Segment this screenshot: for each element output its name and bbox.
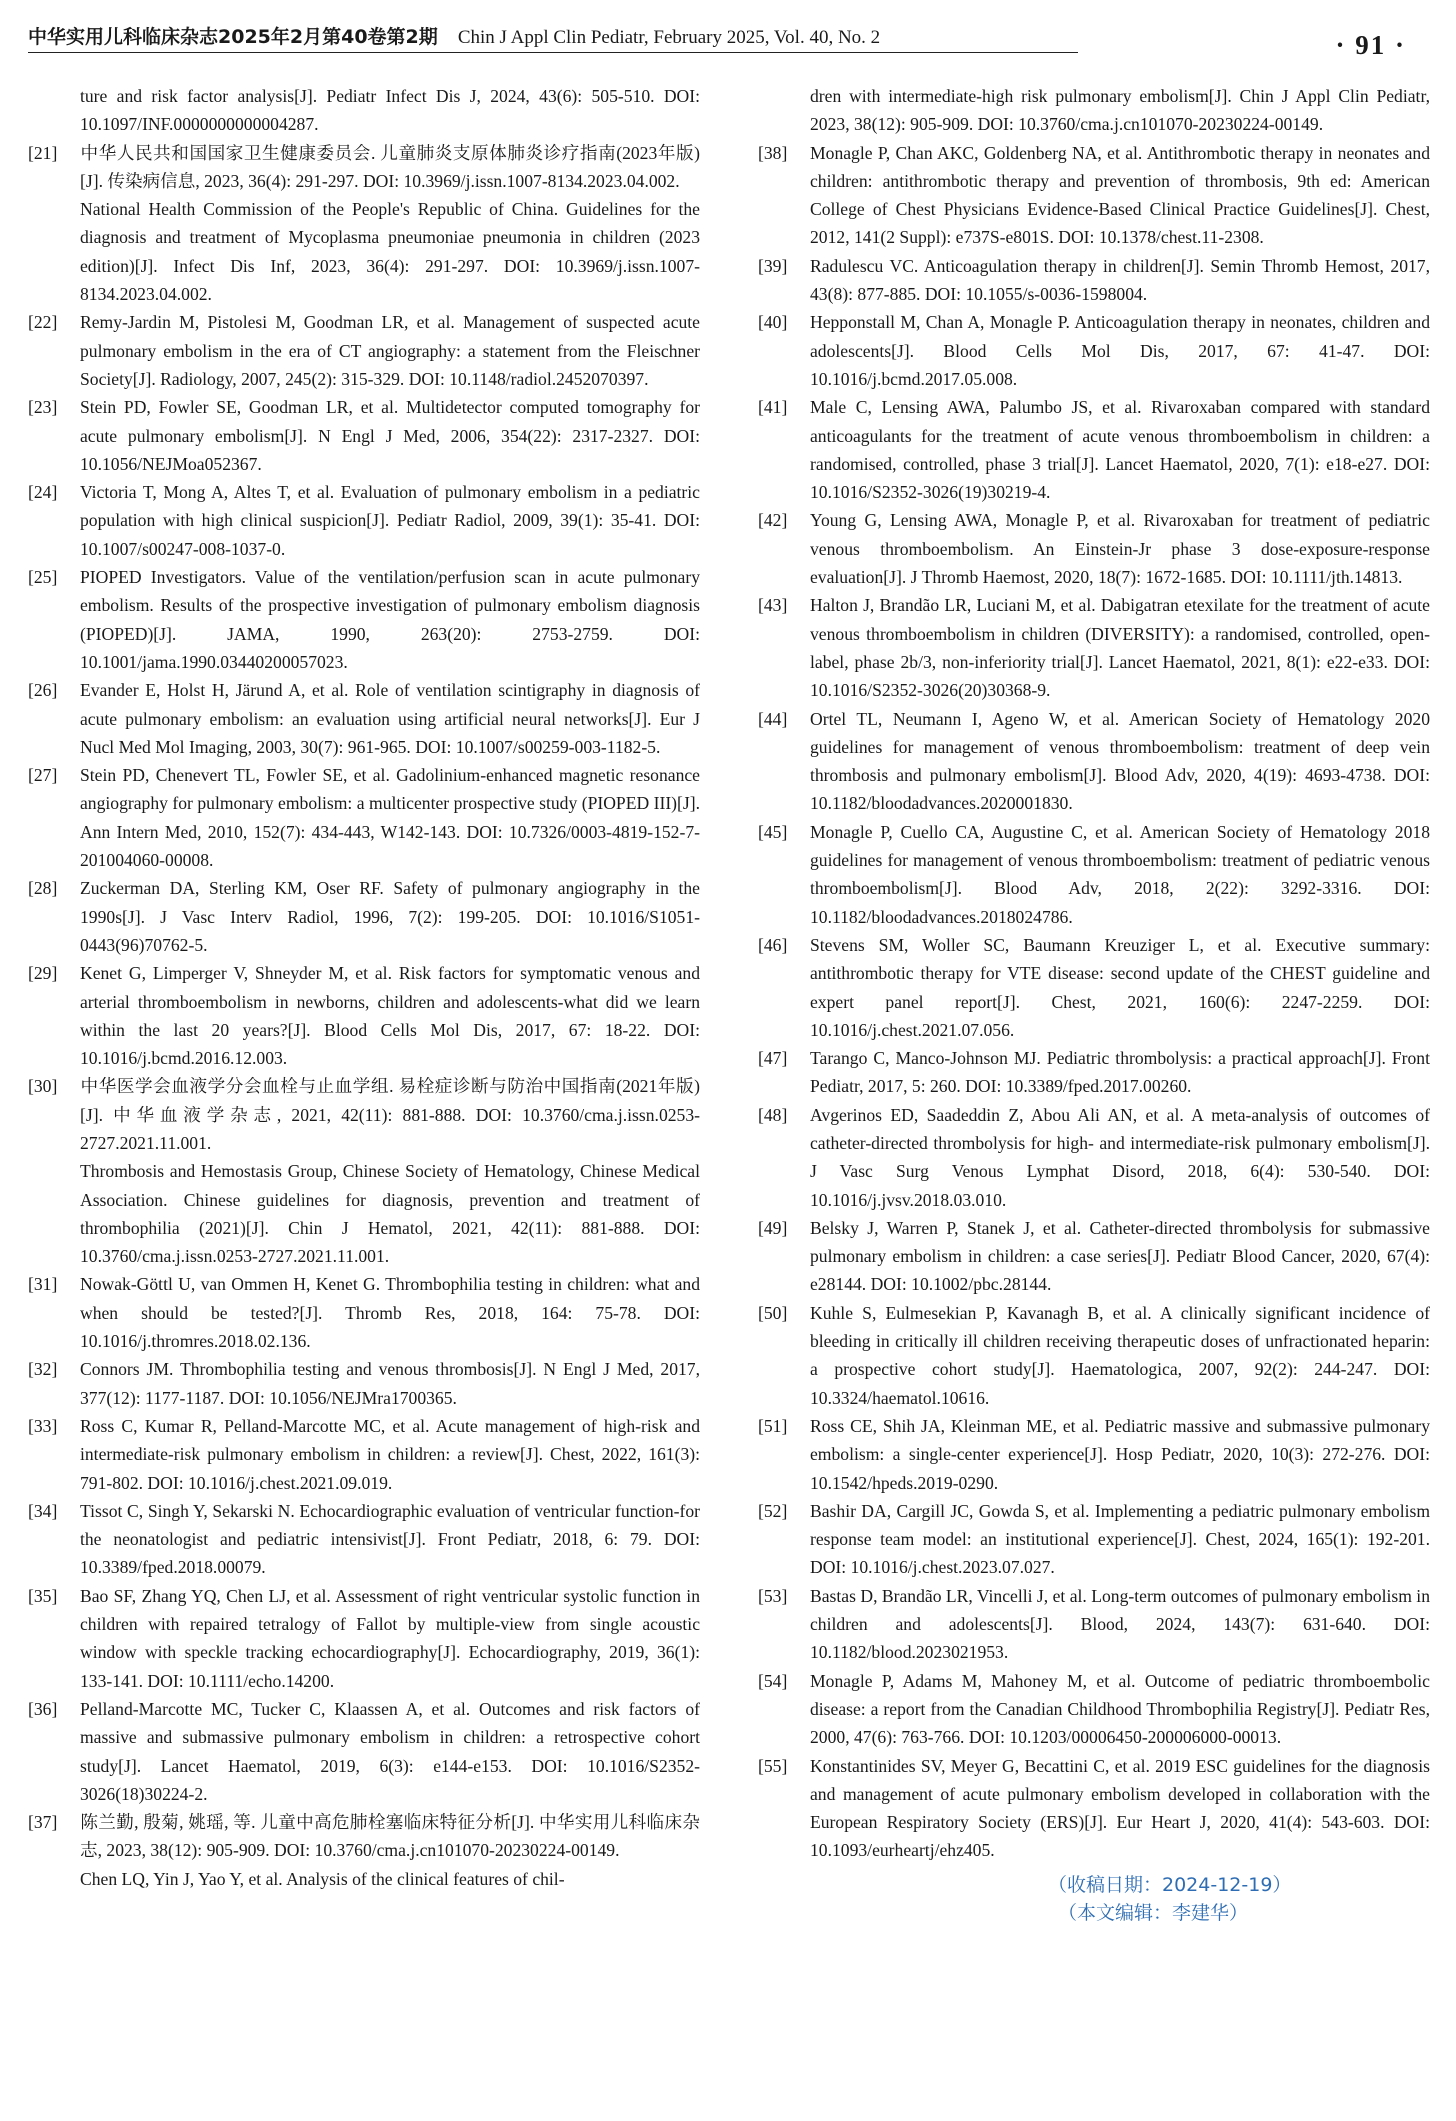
- reference-text: Bao SF, Zhang YQ, Chen LJ, et al. Assessment of right ventricular systolic function in children with repaired tetralogy of Fallot by multiple-view from single acoustic window with speckle tracking echocardiography[J]. Echocardiography, 2019, 36(1): 133-141. DOI: 10.1111/echo.14200.: [80, 1585, 700, 1691]
- reference-item: [758, 591, 1430, 704]
- references-left-column: [28, 82, 700, 1893]
- reference-item: [28, 1695, 700, 1808]
- reference-item: [28, 676, 700, 761]
- reference-item: [758, 1299, 1430, 1412]
- reference-number: [37]: [28, 1812, 58, 1833]
- reference-item: [758, 1582, 1430, 1667]
- reference-text: Konstantinides SV, Meyer G, Becattini C, et al. 2019 ESC guidelines for the diagnosis and management of acute pulmonary embolism developed in collaboration with the European Respiratory Society (ERS)[J]. Eur Heart J, 2020, 41(4): 543-603. DOI: 10.1093/eurheartj/ehz405.: [810, 1755, 1430, 1861]
- reference-item: [758, 139, 1430, 252]
- reference-item: [28, 1412, 700, 1497]
- reference-number: [54]: [758, 1670, 788, 1691]
- reference-item: [758, 1214, 1430, 1299]
- reference-translation: National Health Commission of the People's Republic of China. Guidelines for the diagnosis and treatment of Mycoplasma pneumoniae pneumonia in children (2023 edition)[J]. Infect Dis Inf, 2023, 36(4): 291-297. DOI: 10.3969/j.issn.1007-8134.2023.04.002.: [80, 199, 700, 305]
- reference-translation: Thrombosis and Hemostasis Group, Chinese Society of Hematology, Chinese Medical Association. Chinese guidelines for diagnosis, prevention and treatment of thrombophilia (2021)[J]. Chin J Hematol, 2021, 42(11): 881-888. DOI: 10.3760/cma.j.issn.0253-2727.2021.11.001.: [80, 1161, 700, 1267]
- reference-item: [28, 1582, 700, 1695]
- journal-title-cn: 中华实用儿科临床杂志2025年2月第40卷第2期: [28, 26, 438, 48]
- reference-list-left: [28, 139, 700, 1893]
- reference-number: [25]: [28, 567, 58, 588]
- running-header: [28, 22, 1078, 53]
- reference-text: Monagle P, Adams M, Mahoney M, et al. Outcome of pediatric thromboembolic disease: a report from the Canadian Childhood Thrombophilia Registry[J]. Pediatr Res, 2000, 47(6): 763-766. DOI: 10.1203/00006450-200006000-00013.: [810, 1670, 1430, 1748]
- reference-item: [28, 874, 700, 959]
- reference-item: [28, 761, 700, 874]
- reference-item: [28, 1497, 700, 1582]
- reference-text: Evander E, Holst H, Järund A, et al. Role of ventilation scintigraphy in diagnosis of acute pulmonary embolism: an evaluation using artificial neural networks[J]. Eur J Nucl Med Mol Imaging, 2003, 30(7): 961-965. DOI: 10.1007/s00259-003-1182-5.: [80, 680, 700, 757]
- reference-item: [758, 1752, 1430, 1865]
- reference-number: [51]: [758, 1415, 788, 1436]
- reference-number: [45]: [758, 821, 788, 842]
- reference-text: Monagle P, Chan AKC, Goldenberg NA, et al. Antithrombotic therapy in neonates and children: antithrombotic therapy and prevention of thrombosis, 9th ed: American College of Chest Physicians Evidence-Based Clinical Practice Guidelines[J]. Chest, 2012, 141(2 Suppl): e737S-e801S. DOI: 10.1378/chest.11-2308.: [810, 142, 1430, 248]
- reference-text: Bastas D, Brandão LR, Vincelli J, et al. Long-term outcomes of pulmonary embolism in children and adolescents[J]. Blood, 2024, 143(7): 631-640. DOI: 10.1182/blood.2023021953.: [810, 1585, 1430, 1663]
- reference-number: [36]: [28, 1698, 58, 1719]
- reference-continuation: dren with intermediate-high risk pulmonary embolism[J]. Chin J Appl Clin Pediatr, 2023, 38(12): 905-909. DOI: 10.3760/cma.j.cn101070-20230224-00149.: [810, 86, 1430, 135]
- reference-continuation: ture and risk factor analysis[J]. Pediatr Infect Dis J, 2024, 43(6): 505-510. DOI: 10.1097/INF.0000000000004287.: [80, 86, 700, 135]
- reference-text: Ortel TL, Neumann I, Ageno W, et al. American Society of Hematology 2020 guidelines for management of venous thromboembolism: treatment of deep vein thrombosis and pulmonary embolism[J]. Blood Adv, 2020, 4(19): 4693-4738. DOI: 10.1182/bloodadvances.2020001830.: [810, 708, 1430, 814]
- reference-text: 中华医学会血液学分会血栓与止血学组. 易栓症诊断与防治中国指南(2021年版)[J]. 中华血液学杂志, 2021, 42(11): 881-888. DOI: 10.3760/cma.j.issn.0253-2727.2021.11.001.: [80, 1076, 700, 1153]
- reference-number: [47]: [758, 1048, 788, 1069]
- reference-number: [42]: [758, 510, 788, 531]
- reference-text: Stein PD, Chenevert TL, Fowler SE, et al. Gadolinium-enhanced magnetic resonance angiography for pulmonary embolism: a multicenter prospective study (PIOPED III)[J]. Ann Intern Med, 2010, 152(7): 434-443, W142-143. DOI: 10.7326/0003-4819-152-7-201004060-00008.: [80, 765, 700, 871]
- reference-list-right: [758, 139, 1430, 1865]
- reference-number: [53]: [758, 1585, 788, 1606]
- reference-text: Tarango C, Manco-Johnson MJ. Pediatric thrombolysis: a practical approach[J]. Front Pediatr, 2017, 5: 260. DOI: 10.3389/fped.2017.00260.: [810, 1048, 1430, 1097]
- reference-number: [46]: [758, 934, 788, 955]
- reference-number: [52]: [758, 1500, 788, 1521]
- reference-item: [28, 1270, 700, 1355]
- reference-text: Avgerinos ED, Saadeddin Z, Abou Ali AN, et al. A meta-analysis of outcomes of catheter-directed thrombolysis for high- and intermediate-risk pulmonary embolism[J]. J Vasc Surg Venous Lymphat Disord, 2018, 6(4): 530-540. DOI: 10.1016/j.jvsv.2018.03.010.: [810, 1104, 1430, 1210]
- reference-item: [758, 308, 1430, 393]
- reference-text: Radulescu VC. Anticoagulation therapy in children[J]. Semin Thromb Hemost, 2017, 43(8): 877-885. DOI: 10.1055/s-0036-1598004.: [810, 255, 1430, 305]
- reference-text: Kenet G, Limperger V, Shneyder M, et al. Risk factors for symptomatic venous and arterial thromboembolism in newborns, children and adolescents-what did we learn within the last 20 years?[J]. Blood Cells Mol Dis, 2017, 67: 18-22. DOI: 10.1016/j.bcmd.2016.12.003.: [80, 963, 700, 1069]
- reference-text: Connors JM. Thrombophilia testing and venous thrombosis[J]. N Engl J Med, 2017, 377(12): 1177-1187. DOI: 10.1056/NEJMra1700365.: [80, 1359, 700, 1408]
- reference-text: Remy-Jardin M, Pistolesi M, Goodman LR, et al. Management of suspected acute pulmonary embolism in the era of CT angiography: a statement from the Fleischner Society[J]. Radiology, 2007, 245(2): 315-329. DOI: 10.1148/radiol.2452070397.: [80, 312, 700, 389]
- reference-text: Male C, Lensing AWA, Palumbo JS, et al. Rivaroxaban compared with standard anticoagulants for the treatment of acute venous thromboembolism in children: a randomised, controlled, phase 3 trial[J]. Lancet Haematol, 2020, 7(1): e18-e27. DOI: 10.1016/S2352-3026(19)30219-4.: [810, 397, 1430, 503]
- reference-text: 中华人民共和国国家卫生健康委员会. 儿童肺炎支原体肺炎诊疗指南(2023年版)[J]. 传染病信息, 2023, 36(4): 291-297. DOI: 10.3969/j.issn.1007-8134.2023.04.002.: [80, 142, 700, 191]
- received-date: （收稿日期：2024-12-19）: [1048, 1873, 1292, 1896]
- reference-number: [48]: [758, 1104, 788, 1125]
- reference-number: [22]: [28, 312, 58, 333]
- reference-text: Ross C, Kumar R, Pelland-Marcotte MC, et al. Acute management of high-risk and intermediate-risk pulmonary embolism in children: a review[J]. Chest, 2022, 161(3): 791-802. DOI: 10.1016/j.chest.2021.09.019.: [80, 1415, 700, 1493]
- reference-number: [33]: [28, 1415, 58, 1436]
- reference-text: Pelland-Marcotte MC, Tucker C, Klaassen A, et al. Outcomes and risk factors of massive and submassive pulmonary embolism in children: a retrospective cohort study[J]. Lancet Haematol, 2019, 6(3): e144-e153. DOI: 10.1016/S2352-3026(18)30224-2.: [80, 1698, 700, 1804]
- reference-number: [23]: [28, 397, 58, 418]
- reference-number: [40]: [758, 312, 788, 333]
- reference-number: [49]: [758, 1217, 788, 1238]
- article-footer: [758, 1871, 1430, 1927]
- reference-text: Stein PD, Fowler SE, Goodman LR, et al. Multidetector computed tomography for acute pulmonary embolism[J]. N Engl J Med, 2006, 354(22): 2317-2327. DOI: 10.1056/NEJMoa052367.: [80, 397, 700, 474]
- reference-item: [28, 308, 700, 393]
- reference-text: 陈兰勤, 殷菊, 姚瑶, 等. 儿童中高危肺栓塞临床特征分析[J]. 中华实用儿科临床杂志, 2023, 38(12): 905-909. DOI: 10.3760/cma.j.cn101070-20230224-00149.: [80, 1812, 700, 1861]
- reference-number: [35]: [28, 1585, 58, 1606]
- journal-title-en: Chin J Appl Clin Pediatr, February 2025, Vol. 40, No. 2: [457, 27, 881, 48]
- reference-text: Bashir DA, Cargill JC, Gowda S, et al. Implementing a pediatric pulmonary embolism response team model: an institutional experience[J]. Chest, 2024, 165(1): 192-201. DOI: 10.1016/j.chest.2023.07.027.: [810, 1500, 1430, 1578]
- reference-text: Monagle P, Cuello CA, Augustine C, et al. American Society of Hematology 2018 guidelines for management of venous thromboembolism: treatment of pediatric venous thromboembolism[J]. Blood Adv, 2018, 2(22): 3292-3316. DOI: 10.1182/bloodadvances.2018024786.: [810, 821, 1430, 927]
- reference-item: [28, 393, 700, 478]
- references-right-column: [758, 82, 1430, 1927]
- reference-item: [758, 252, 1430, 309]
- reference-item: [28, 139, 700, 196]
- reference-item: [758, 705, 1430, 818]
- reference-text: Ross CE, Shih JA, Kleinman ME, et al. Pediatric massive and submassive pulmonary embolism: a single-center experience[J]. Hosp Pediatr, 2020, 10(3): 272-276. DOI: 10.1542/hpeds.2019-0290.: [810, 1415, 1430, 1493]
- reference-number: [41]: [758, 397, 788, 418]
- reference-item: [758, 1412, 1430, 1497]
- reference-item: [758, 506, 1430, 591]
- editor-credit: （本文编辑：李建华）: [1058, 1901, 1249, 1924]
- reference-item: [28, 1808, 700, 1865]
- page-number: · 91 ·: [1335, 30, 1406, 60]
- reference-item: [28, 1072, 700, 1157]
- reference-item: [758, 1667, 1430, 1752]
- reference-item: [28, 563, 700, 676]
- reference-item: [758, 1101, 1430, 1214]
- reference-number: [24]: [28, 482, 58, 503]
- reference-item: [758, 393, 1430, 506]
- reference-item: [758, 1497, 1430, 1582]
- reference-number: [55]: [758, 1755, 788, 1776]
- reference-item: [28, 1355, 700, 1412]
- reference-number: [43]: [758, 595, 788, 616]
- reference-number: [34]: [28, 1500, 58, 1521]
- reference-item: [758, 818, 1430, 931]
- reference-text: Zuckerman DA, Sterling KM, Oser RF. Safety of pulmonary angiography in the 1990s[J]. J Vasc Interv Radiol, 1996, 7(2): 199-205. DOI: 10.1016/S1051-0443(96)70762-5.: [80, 878, 700, 955]
- reference-number: [21]: [28, 142, 58, 163]
- reference-number: [31]: [28, 1274, 58, 1295]
- reference-text: PIOPED Investigators. Value of the ventilation/perfusion scan in acute pulmonary embolism. Results of the prospective investigation of pulmonary embolism diagnosis (PIOPED)[J]. JAMA, 1990, 263(20): 2753-2759. DOI: 10.1001/jama.1990.03440200057023.: [80, 567, 700, 672]
- reference-number: [28]: [28, 878, 58, 899]
- reference-number: [50]: [758, 1302, 788, 1323]
- reference-item: [28, 959, 700, 1072]
- reference-number: [39]: [758, 255, 788, 276]
- reference-item: [758, 1044, 1430, 1101]
- reference-text: Nowak-Göttl U, van Ommen H, Kenet G. Thrombophilia testing in children: what and when should be tested?[J]. Thromb Res, 2018, 164: 75-78. DOI: 10.1016/j.thromres.2018.02.136.: [80, 1274, 700, 1352]
- reference-number: [38]: [758, 142, 788, 163]
- reference-translation: Chen LQ, Yin J, Yao Y, et al. Analysis of the clinical features of chil-: [80, 1868, 565, 1889]
- reference-number: [29]: [28, 963, 58, 984]
- reference-text: Belsky J, Warren P, Stanek J, et al. Catheter-directed thrombolysis for submassive pulmonary embolism in children: a case series[J]. Pediatr Blood Cancer, 2020, 67(4): e28144. DOI: 10.1002/pbc.28144.: [810, 1217, 1430, 1295]
- reference-number: [32]: [28, 1359, 58, 1380]
- reference-text: Kuhle S, Eulmesekian P, Kavanagh B, et al. A clinically significant incidence of bleeding in critically ill children receiving therapeutic doses of unfractionated heparin: a prospective cohort study[J]. Haematologica, 2007, 92(2): 244-247. DOI: 10.3324/haematol.10616.: [810, 1302, 1430, 1408]
- reference-item: [28, 478, 700, 563]
- reference-number: [30]: [28, 1076, 58, 1097]
- reference-text: Victoria T, Mong A, Altes T, et al. Evaluation of pulmonary embolism in a pediatric population with high clinical suspicion[J]. Pediatr Radiol, 2009, 39(1): 35-41. DOI: 10.1007/s00247-008-1037-0.: [80, 482, 700, 559]
- reference-text: Tissot C, Singh Y, Sekarski N. Echocardiographic evaluation of ventricular function-for the neonatologist and pediatric intensivist[J]. Front Pediatr, 2018, 6: 79. DOI: 10.3389/fped.2018.00079.: [80, 1500, 700, 1578]
- reference-text: Young G, Lensing AWA, Monagle P, et al. Rivaroxaban for treatment of pediatric venous thromboembolism. An Einstein-Jr phase 3 dose-exposure-response evaluation[J]. J Thromb Haemost, 2020, 18(7): 1672-1685. DOI: 10.1111/jth.14813.: [810, 510, 1430, 588]
- reference-text: Stevens SM, Woller SC, Baumann Kreuziger L, et al. Executive summary: antithrombotic therapy for VTE disease: second update of the CHEST guideline and expert panel report[J]. Chest, 2021, 160(6): 2247-2259. DOI: 10.1016/j.chest.2021.07.056.: [810, 934, 1430, 1040]
- reference-number: [27]: [28, 765, 58, 786]
- reference-number: [26]: [28, 680, 58, 701]
- reference-number: [44]: [758, 708, 788, 729]
- reference-text: Halton J, Brandão LR, Luciani M, et al. Dabigatran etexilate for the treatment of acute venous thromboembolism in children (DIVERSITY): a randomised, controlled, open-label, phase 2b/3, non-inferiority trial[J]. Lancet Haematol, 2021, 8(1): e22-e33. DOI: 10.1016/S2352-3026(20)30368-9.: [810, 595, 1430, 701]
- reference-text: Hepponstall M, Chan A, Monagle P. Anticoagulation therapy in neonates, children and adolescents[J]. Blood Cells Mol Dis, 2017, 67: 41-47. DOI: 10.1016/j.bcmd.2017.05.008.: [810, 312, 1430, 389]
- reference-item: [758, 931, 1430, 1044]
